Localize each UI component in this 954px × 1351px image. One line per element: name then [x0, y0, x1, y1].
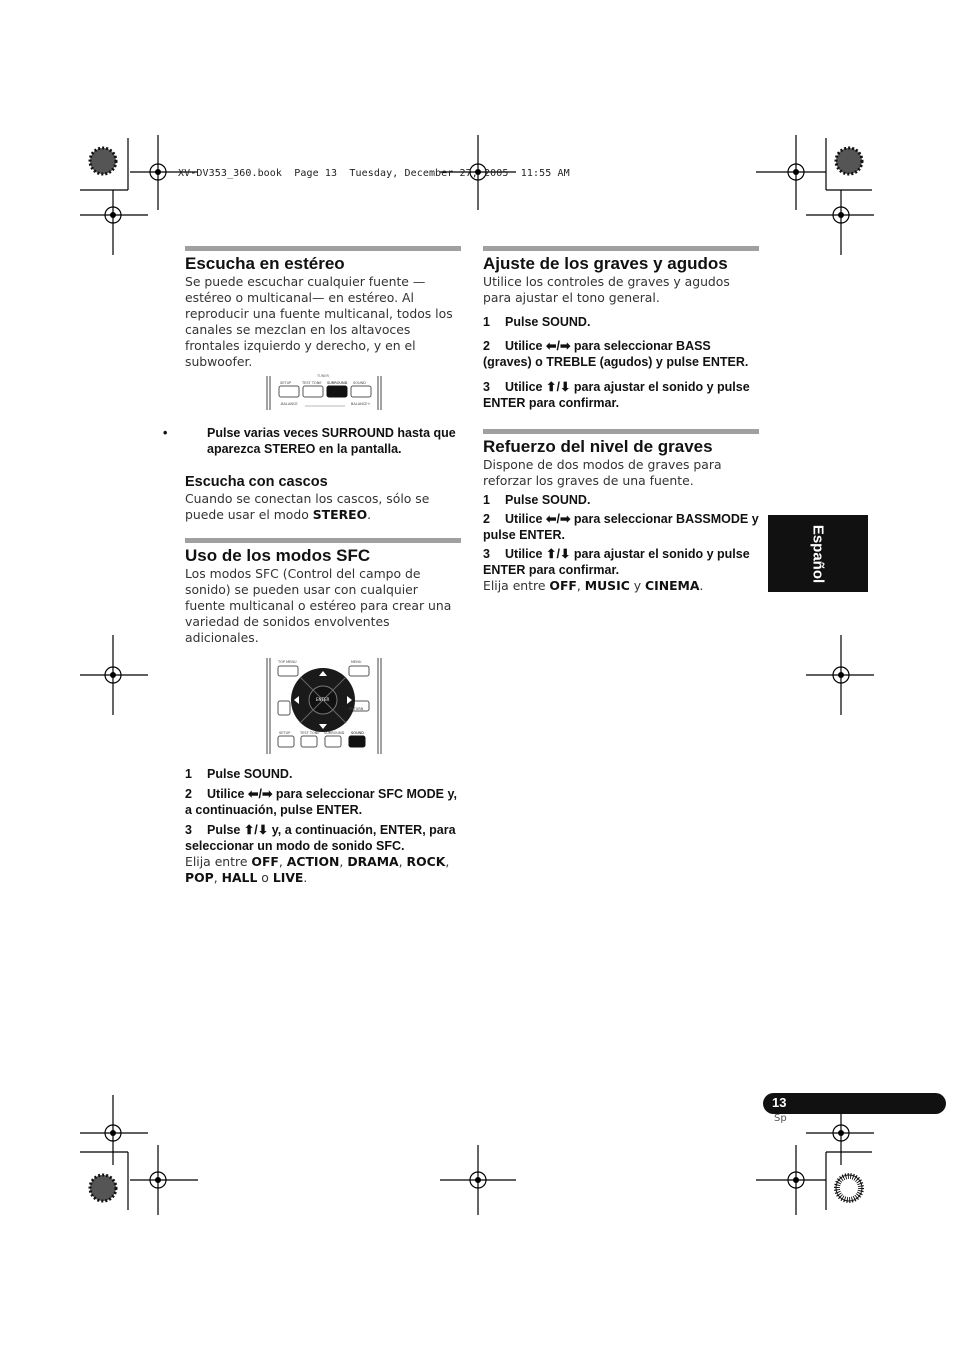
remote2-topmenu-label: TOP MENU [278, 660, 297, 664]
bullet-surround [163, 425, 461, 457]
sfc-options [185, 854, 461, 886]
option-off: OFF [549, 578, 577, 593]
up-down-arrow-icon: ⬆/⬇ [546, 547, 571, 561]
option-pop: POP [185, 870, 214, 885]
sep: , [213, 870, 222, 885]
remote1-setup-label: SETUP [280, 381, 292, 385]
remote-illustration-surround [265, 376, 385, 412]
bass-step-2 [483, 511, 759, 543]
step-text: para seleccionar SFC MODE y, a continuación, pulse ENTER. [185, 787, 457, 817]
bass-step-3 [483, 546, 759, 578]
heading-modos-sfc: Uso de los modos SFC [185, 546, 371, 565]
options-lead: Elija entre [483, 578, 550, 593]
step-number: 2 [185, 787, 192, 801]
remote2-testtone-label: TEST TONE [300, 731, 320, 735]
tone-step-1 [483, 314, 759, 330]
body-refuerzo-graves: Dispone de dos modos de graves para reforzar los graves de una fuente. [483, 457, 722, 488]
page-number: 13 [772, 1095, 787, 1110]
heading-refuerzo-graves: Refuerzo del nivel de graves [483, 437, 713, 456]
sep: y [629, 578, 646, 593]
bullet-mark: • [163, 426, 168, 440]
step-text: Utilice [505, 547, 546, 561]
option-off: OFF [251, 854, 279, 869]
remote1-balance-right: BALANCE+ [351, 402, 371, 406]
option-action: ACTION [286, 854, 340, 869]
up-down-arrow-icon: ⬆/⬇ [546, 380, 571, 394]
option-rock: ROCK [406, 854, 446, 869]
step-text: Utilice [505, 512, 546, 526]
sep: . [303, 870, 308, 885]
sep: , [576, 578, 585, 593]
remote2-menu-label: MENU [351, 660, 362, 664]
step-text: Pulse SOUND. [207, 767, 293, 781]
remote1-top-label: TUNER [317, 374, 329, 378]
step-number: 2 [483, 512, 490, 526]
sep: , [278, 854, 287, 869]
remote2-return-label: RETURN [349, 707, 364, 711]
bass-options [483, 578, 759, 594]
sfc-step-1 [185, 766, 461, 782]
page-number-badge [763, 1093, 946, 1114]
sep: , [398, 854, 407, 869]
section-rule [483, 429, 759, 434]
step-text: para seleccionar BASS (graves) o TREBLE (agudos) y pulse ENTER. [483, 339, 749, 369]
bullet-text: Pulse varias veces SURROUND hasta que aparezca STEREO en la pantalla. [207, 426, 456, 456]
step-text: y, a continuación, ENTER, para seleccionar un modo de sonido SFC. [185, 823, 456, 853]
left-right-arrow-icon: ⬅/➡ [248, 787, 273, 801]
remote2-sound-label: SOUND [351, 731, 364, 735]
options-lead: Elija entre [185, 854, 252, 869]
section-rule [185, 246, 461, 251]
heading-graves-agudos: Ajuste de los graves y agudos [483, 254, 728, 273]
right-column [483, 246, 759, 594]
option-cinema: CINEMA [645, 578, 700, 593]
tone-step-3 [483, 379, 759, 411]
section-rule [185, 538, 461, 543]
left-column [163, 246, 461, 886]
step-text: Utilice [505, 380, 546, 394]
step-text: Pulse [207, 823, 244, 837]
remote1-balance-left: -BALANCE [280, 402, 298, 406]
remote2-surround-label: SURROUND [324, 731, 345, 735]
up-down-arrow-icon: ⬆/⬇ [243, 823, 269, 837]
step-text: Pulse SOUND. [505, 315, 591, 329]
sep: , [445, 854, 450, 869]
step-text: para seleccionar BASSMODE y pulse ENTER. [483, 512, 759, 542]
sep: , [339, 854, 348, 869]
bass-step-1 [483, 492, 759, 508]
sep: . [699, 578, 704, 593]
step-text: para ajustar el sonido y pulse ENTER para confirmar. [483, 547, 750, 577]
language-tab-label: Español [809, 524, 827, 583]
sfc-step-2 [185, 786, 461, 818]
body-cascos-stereo: STEREO [312, 507, 368, 522]
option-hall: HALL [221, 870, 258, 885]
body-escucha-estereo: Se puede escuchar cualquier fuente —estéreo o multicanal— en estéreo. Al reproducir una fuente multicanal, todos los canales se mezclan en los altavoces frontales izquierdo y derecho, y en el subwoofer. [185, 274, 453, 369]
step-number: 3 [483, 547, 490, 561]
section-rule [483, 246, 759, 251]
step-number: 3 [185, 823, 192, 837]
option-music: MUSIC [584, 578, 630, 593]
sfc-step-3 [185, 822, 461, 854]
left-right-arrow-icon: ⬅/➡ [546, 512, 571, 526]
heading-escucha-cascos: Escucha con cascos [185, 474, 328, 490]
step-text: Pulse SOUND. [505, 493, 591, 507]
option-drama: DRAMA [347, 854, 399, 869]
print-header: XV-DV353_360.book Page 13 Tuesday, December 27, 2005 11:55 AM [178, 168, 570, 179]
heading-escucha-estereo: Escucha en estéreo [185, 254, 345, 273]
step-text: Utilice [505, 339, 546, 353]
sep: o [257, 870, 273, 885]
body-cascos-text: Cuando se conectan los cascos, sólo se puede usar el modo [185, 491, 430, 522]
remote1-surround-label: SURROUND [327, 381, 348, 385]
step-text: para ajustar el sonido y pulse ENTER para confirmar. [483, 380, 750, 410]
step-text: Utilice [207, 787, 248, 801]
body-graves-agudos: Utilice los controles de graves y agudos para ajustar el tono general. [483, 274, 730, 305]
tone-step-2 [483, 338, 759, 370]
step-number: 2 [483, 339, 490, 353]
step-number: 1 [185, 767, 192, 781]
remote1-testtone-label: TEST TONE [302, 381, 322, 385]
step-number: 1 [483, 315, 490, 329]
left-right-arrow-icon: ⬅/➡ [546, 339, 571, 353]
option-live: LIVE [272, 870, 304, 885]
body-escucha-cascos [185, 491, 461, 523]
language-tab [768, 515, 868, 592]
remote2-setup-label: SETUP [279, 731, 291, 735]
remote-illustration-dpad [265, 658, 385, 756]
step-number: 3 [483, 380, 490, 394]
remote2-enter-label: ENTER [316, 697, 330, 702]
remote1-sound-label: SOUND [353, 381, 366, 385]
language-code: Sp [774, 1113, 787, 1124]
body-modos-sfc: Los modos SFC (Control del campo de sonido) se pueden usar con cualquier fuente multicanal o estéreo para crear una variedad de sonidos envolventes adicionales. [185, 566, 452, 645]
step-number: 1 [483, 493, 490, 507]
body-cascos-end: . [367, 507, 372, 522]
